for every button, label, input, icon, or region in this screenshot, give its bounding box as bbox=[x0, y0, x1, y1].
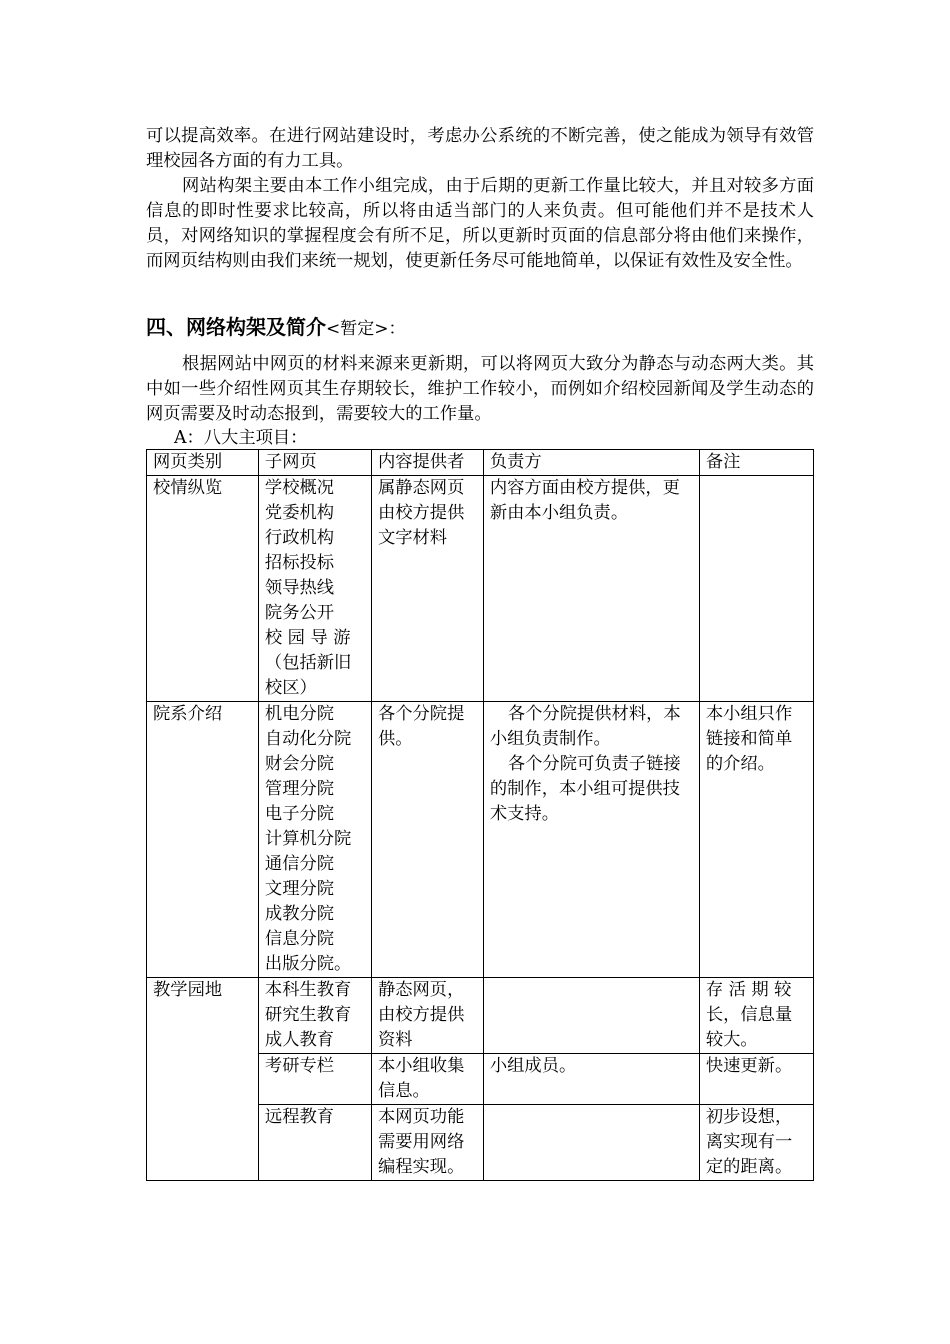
subpage-item: 文理分院 bbox=[264, 879, 335, 899]
cell-note: 存 活 期 较长，信息量较大。 bbox=[699, 978, 813, 1054]
section-heading-main: 四、网络构架及简介 bbox=[146, 315, 326, 339]
cell-subpage: 远程教育 bbox=[258, 1105, 371, 1181]
subpage-item: 自动化分院 bbox=[264, 729, 352, 749]
header-owner: 负责方 bbox=[483, 450, 699, 476]
subpage-item: 电子分院 bbox=[264, 804, 335, 824]
subpage-item: 校 园 导 游 bbox=[264, 628, 351, 648]
cell-owner bbox=[483, 1105, 699, 1181]
subpage-item: 党委机构 bbox=[264, 503, 335, 523]
subpage-item: 财会分院 bbox=[264, 754, 335, 774]
project-table bbox=[146, 449, 814, 1181]
cell-category: 教学园地 bbox=[147, 978, 259, 1181]
cell-category: 院系介绍 bbox=[147, 702, 259, 978]
subpage-item: 成人教育 bbox=[264, 1030, 335, 1050]
cell-subpages bbox=[258, 702, 371, 978]
paragraph-3: 根据网站中网页的材料来源来更新期，可以将网页大致分为静态与动态两大类。其中如一些介绍性网页其生存期较长，维护工作较小，而例如介绍校园新闻及学生动态的网页需要及时动态报到，需要较大的工作量。 bbox=[146, 354, 814, 424]
subpage-item: 行政机构 bbox=[264, 528, 335, 548]
subpage-item: 本科生教育 bbox=[264, 980, 352, 1000]
paragraph-2: 网站构架主要由本工作小组完成，由于后期的更新工作量比较大，并且对较多方面信息的即时性要求比较高，所以将由适当部门的人来负责。但可能他们并不是技术人员，对网络知识的掌握程度会有所不足，所以更新时页面的信息部分将由他们来操作，而网页结构则由我们来统一规划，使更新任务尽可能地简单，以保证有效性及安全性。 bbox=[146, 176, 814, 271]
cell-subpages bbox=[258, 476, 371, 702]
subpage-item: 院务公开 bbox=[264, 603, 335, 623]
subpage-item: 校区） bbox=[264, 678, 317, 698]
cell-provider: 本网页功能需要用网络编程实现。 bbox=[371, 1105, 483, 1181]
subpage-item: 管理分院 bbox=[264, 779, 335, 799]
table-row bbox=[147, 702, 814, 978]
cell-category: 校情纵览 bbox=[147, 476, 259, 702]
subpage-item: 出版分院。 bbox=[264, 954, 352, 974]
cell-provider: 静态网页，由校方提供资料 bbox=[371, 978, 483, 1054]
cell-provider: 各个分院提供。 bbox=[371, 702, 483, 978]
cell-note bbox=[699, 476, 813, 702]
subpage-item: 学校概况 bbox=[264, 478, 335, 498]
cell-note: 快速更新。 bbox=[699, 1054, 813, 1105]
paragraph-1: 可以提高效率。在进行网站建设时，考虑办公系统的不断完善，使之能成为领导有效管理校园各方面的有力工具。 bbox=[146, 126, 814, 171]
cell-owner bbox=[483, 702, 699, 978]
owner-line-b: 各个分院可负责子链接的制作，本小组可提供技术支持。 bbox=[489, 754, 681, 824]
cell-owner bbox=[483, 978, 699, 1054]
subpage-item: 研究生教育 bbox=[264, 1005, 352, 1025]
header-provider: 内容提供者 bbox=[371, 450, 483, 476]
cell-subpages bbox=[258, 978, 371, 1054]
cell-provider: 属静态网页由校方提供文字材料 bbox=[371, 476, 483, 702]
cell-note: 初步设想，离实现有一定的距离。 bbox=[699, 1105, 813, 1181]
subpage-item: 通信分院 bbox=[264, 854, 335, 874]
table-label: A：八大主项目： bbox=[174, 428, 308, 448]
header-category: 网页类别 bbox=[147, 450, 259, 476]
document-page bbox=[146, 124, 814, 1181]
subpage-item: 招标投标 bbox=[264, 553, 335, 573]
header-subpage: 子网页 bbox=[258, 450, 371, 476]
subpage-item: （包括新旧 bbox=[264, 653, 352, 673]
header-note: 备注 bbox=[699, 450, 813, 476]
section-heading-sub: <暂定>： bbox=[326, 319, 406, 339]
subpage-item: 机电分院 bbox=[264, 704, 335, 724]
owner-line-a: 各个分院提供材料，本小组负责制作。 bbox=[489, 704, 681, 749]
cell-note: 本小组只作链接和简单的介绍。 bbox=[699, 702, 813, 978]
subpage-item: 信息分院 bbox=[264, 929, 335, 949]
subpage-item: 计算机分院 bbox=[264, 829, 352, 849]
subpage-item: 领导热线 bbox=[264, 578, 335, 598]
cell-owner: 内容方面由校方提供，更新由本小组负责。 bbox=[483, 476, 699, 702]
section-heading bbox=[146, 312, 814, 344]
table-row bbox=[147, 978, 814, 1054]
table-row bbox=[147, 476, 814, 702]
cell-subpage: 考研专栏 bbox=[258, 1054, 371, 1105]
table-header-row bbox=[147, 450, 814, 476]
cell-provider: 本小组收集信息。 bbox=[371, 1054, 483, 1105]
cell-owner: 小组成员。 bbox=[483, 1054, 699, 1105]
subpage-item: 成教分院 bbox=[264, 904, 335, 924]
